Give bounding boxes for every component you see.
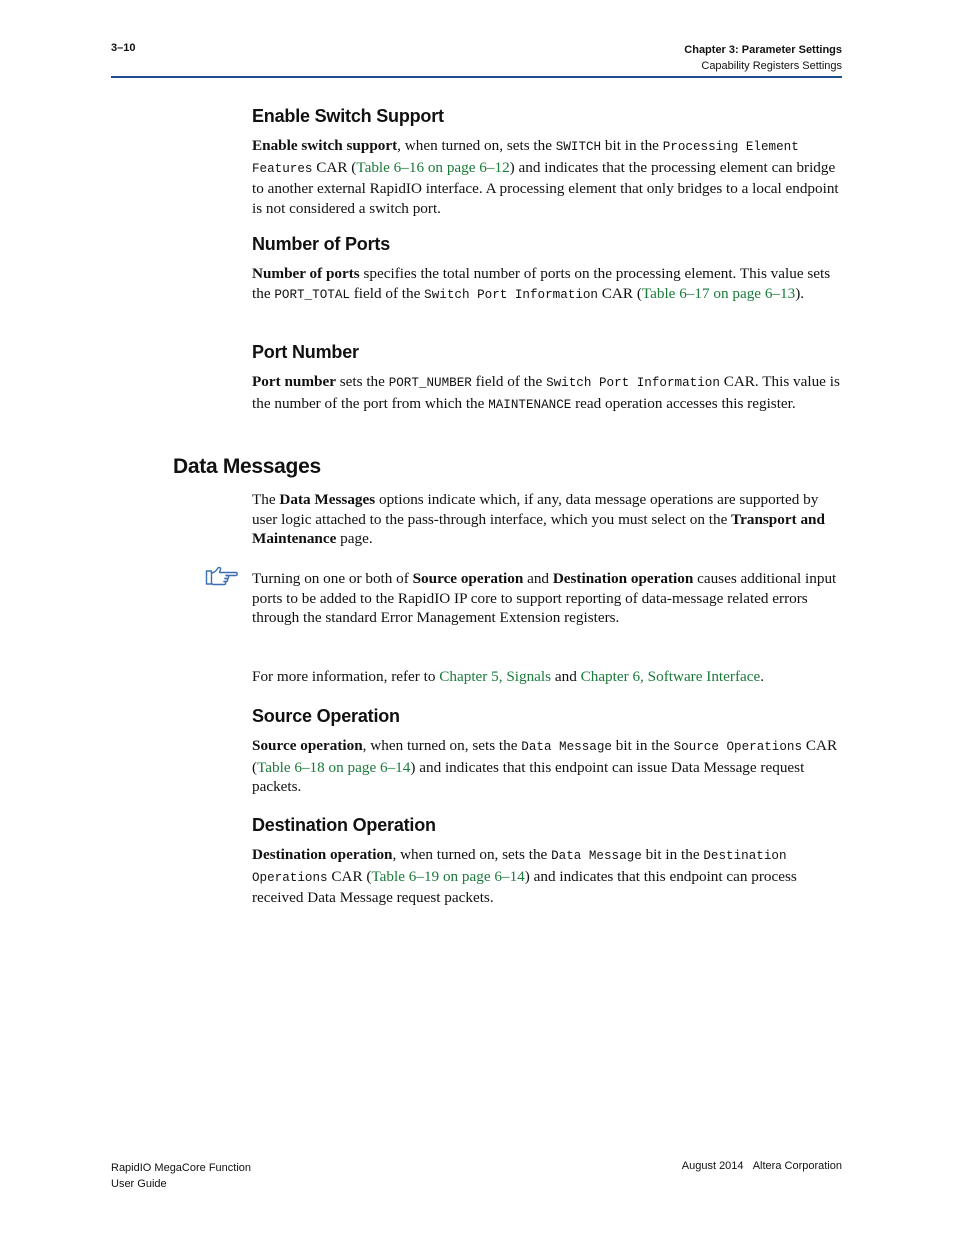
heading-source-operation: Source Operation — [252, 706, 400, 726]
paragraph-number-of-ports — [252, 264, 842, 305]
text: The — [252, 491, 280, 508]
text: CAR ( — [312, 158, 357, 176]
heading-enable-switch-support: Enable Switch Support — [252, 106, 444, 126]
paragraph-destination-operation — [252, 845, 842, 908]
table-link[interactable]: Table 6–19 on page 6–14 — [371, 867, 525, 885]
text: ). — [795, 284, 805, 302]
term: Source operation — [252, 737, 363, 754]
chapter-title: Chapter 3: Parameter Settings — [684, 44, 842, 56]
text: field of the — [349, 284, 425, 302]
code: Data Message — [521, 740, 612, 754]
heading-destination-operation: Destination Operation — [252, 815, 436, 835]
heading-data-messages: Data Messages — [173, 455, 321, 478]
code: Processing Element Features — [252, 140, 799, 176]
text: specifies the total number of ports on the processing element. This value sets the — [252, 265, 831, 302]
term: Transport and Maintenance — [252, 510, 825, 548]
text: Turning on one or both of — [252, 570, 413, 587]
code: SWITCH — [555, 140, 602, 154]
document-type: User Guide — [111, 1178, 167, 1190]
text: , when turned on, sets the — [397, 137, 556, 154]
table-link[interactable]: Table 6–16 on page 6–12 — [356, 158, 510, 176]
code: PORT_TOTAL — [274, 287, 350, 302]
pointing-hand-icon — [205, 566, 239, 588]
text: . — [760, 668, 765, 685]
text: and — [551, 668, 581, 685]
term: Destination operation — [552, 570, 694, 587]
note-text — [252, 569, 842, 628]
code: Switch Port Information — [546, 376, 720, 390]
code: MAINTENANCE — [488, 397, 572, 412]
heading-port-number: Port Number — [252, 342, 359, 362]
text: page. — [336, 530, 373, 548]
code: Destination Operations — [252, 849, 787, 885]
running-header — [684, 42, 842, 74]
text: bit in the — [641, 846, 704, 863]
text: field of the — [471, 373, 547, 390]
term: Port number — [252, 373, 336, 390]
text: options indicate which, if any, data message operations are supported by user logic attached to the pass-through interface, which you must select on the — [252, 491, 819, 528]
text: ) and indicates that the processing element can bridge to another external RapidIO interface. A processing element that only bridges to a local endpoint is not considered a switch port. — [252, 158, 839, 217]
paragraph-source-operation — [252, 736, 842, 797]
text: CAR ( — [327, 867, 372, 885]
text: CAR. This value is the number of the port from which the — [252, 373, 840, 412]
term: Number of ports — [252, 265, 360, 282]
publish-date: August 2014 — [681, 1160, 744, 1172]
text: , when turned on, sets the — [362, 737, 522, 754]
heading-number-of-ports: Number of Ports — [252, 234, 391, 254]
table-link[interactable]: Table 6–17 on page 6–13 — [641, 284, 796, 302]
text: CAR ( — [252, 737, 838, 776]
code: Source Operations — [673, 740, 803, 754]
chapter-6-link[interactable]: Chapter 6, Software Interface — [580, 668, 761, 685]
term: Source operation — [412, 570, 524, 587]
paragraph-enable-switch-support — [252, 136, 842, 218]
text: sets the — [335, 373, 389, 390]
product-name: RapidIO MegaCore Function — [111, 1162, 252, 1174]
text: CAR ( — [598, 284, 642, 302]
term: Enable switch support — [252, 137, 398, 154]
section-title: Capability Registers Settings — [701, 60, 842, 72]
company-name: Altera Corporation — [752, 1160, 842, 1172]
page-number: 3–10 — [111, 42, 136, 54]
text: ) and indicates that this endpoint can issue Data Message request packets. — [252, 758, 805, 796]
footer-product — [111, 1160, 251, 1192]
code: Data Message — [551, 849, 642, 863]
text: bit in the — [601, 137, 663, 154]
more-info-text — [252, 667, 842, 687]
text: ) and indicates that this endpoint can process received Data Message request packets. — [252, 867, 797, 907]
code: PORT_NUMBER — [388, 376, 472, 390]
term: Data Messages — [279, 491, 376, 508]
footer-date-company — [682, 1160, 842, 1172]
chapter-5-link[interactable]: Chapter 5, Signals — [439, 668, 552, 685]
text: causes additional input ports to be added to the RapidIO IP core to support reporting of data-message related errors through the standard Error Management Extension registers. — [252, 570, 837, 627]
text: read operation accesses this register. — [571, 394, 796, 412]
text: and — [523, 570, 553, 587]
text: bit in the — [611, 737, 674, 754]
text: , when turned on, sets the — [392, 846, 552, 863]
code: Switch Port Information — [424, 287, 598, 302]
text: For more information, refer to — [252, 668, 440, 685]
table-link[interactable]: Table 6–18 on page 6–14 — [257, 758, 411, 776]
paragraph-port-number — [252, 372, 842, 415]
paragraph-data-messages — [252, 490, 842, 549]
header-rule — [111, 76, 842, 78]
term: Destination operation — [252, 846, 393, 863]
